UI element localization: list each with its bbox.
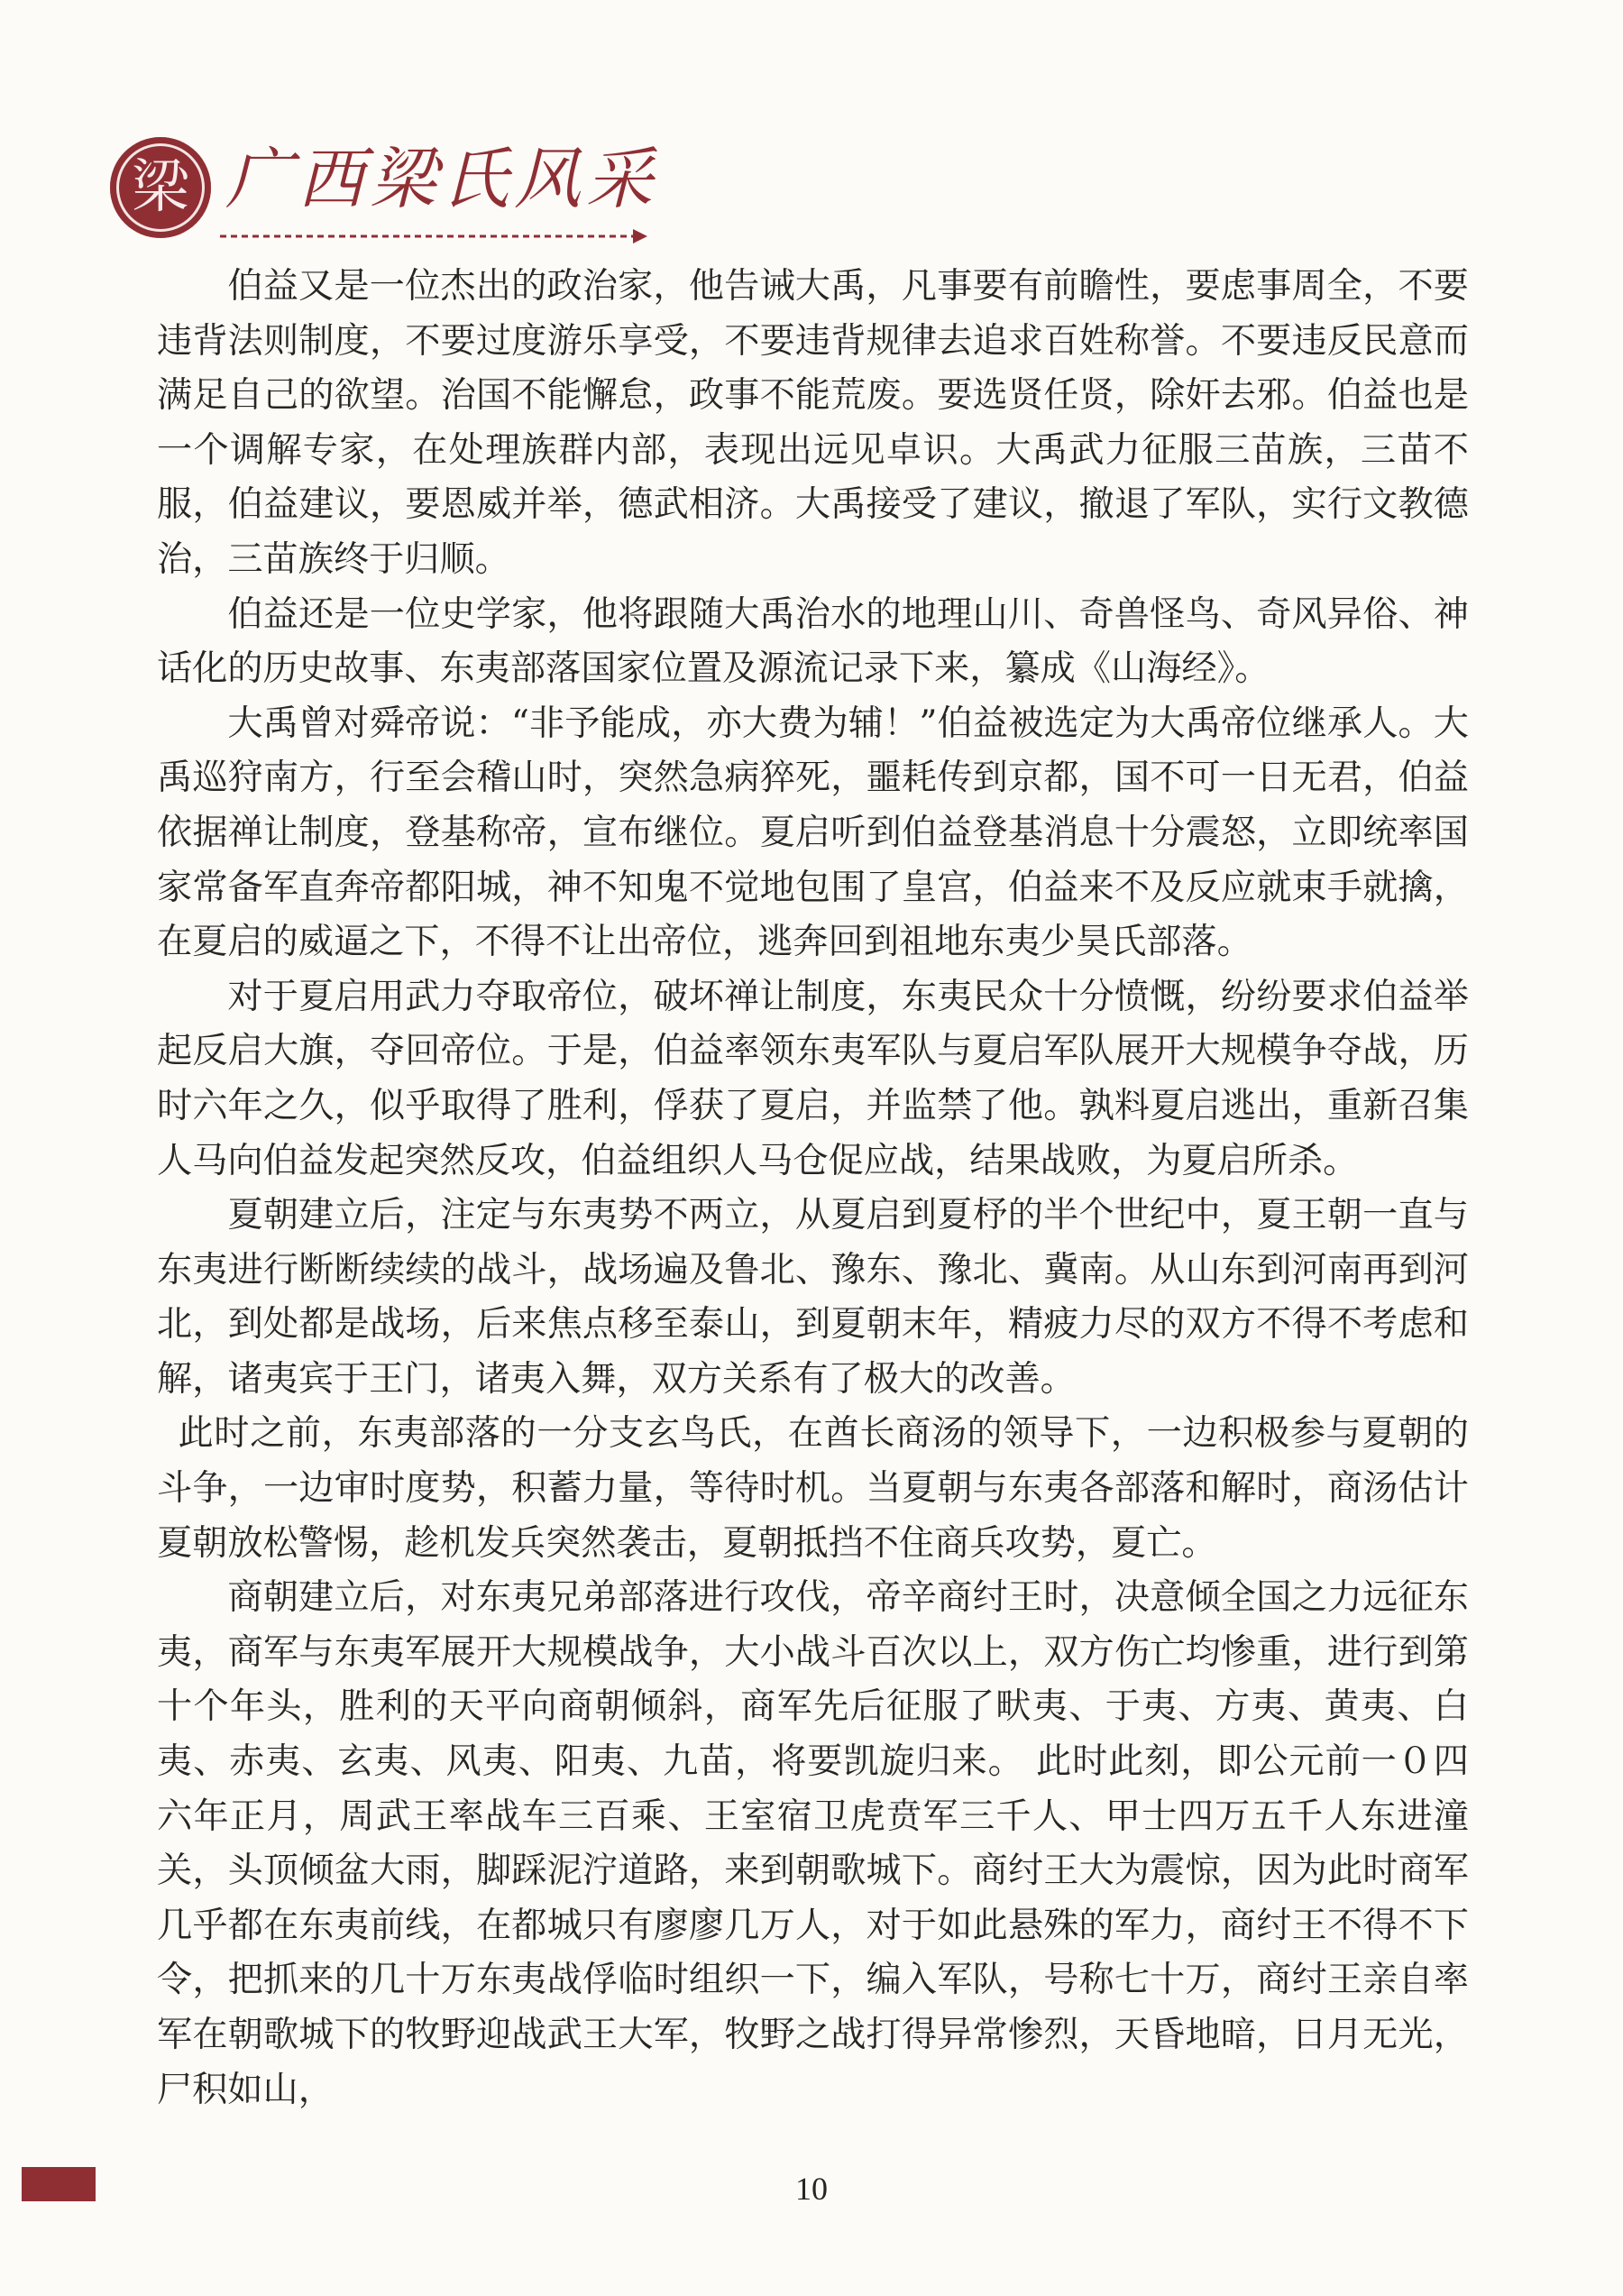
paragraph: 伯益还是一位史学家，他将跟随大禹治水的地理山川、奇兽怪鸟、奇风异俗、神话化的历史故事、东夷部落国家位置及源流记录下来，纂成《山海经》。 [157,593,1469,690]
page-header [110,133,658,251]
paragraph: 伯益又是一位杰出的政治家，他告诫大禹，凡事要有前瞻性，要虑事周全，不要违背法则制度，不要过度游乐享受，不要违背规律去追求百姓称誉。不要违反民意而满足自己的欲望。治国不能懈怠，政事不能荒废。要选贤任贤，除奸去邪。伯益也是一个调解专家，在处理族群内部，表现出远见卓识。大禹武力征服三苗族，三苗不服，伯益建议，要恩威并举，德武相济。大禹接受了建议，撤退了军队，实行文教德治，三苗族终于归顺。 [157,266,1469,580]
paragraph: 商朝建立后，对东夷兄弟部落进行攻伐，帝辛商纣王时，决意倾全国之力远征东夷，商军与东夷军展开大规模战争，大小战斗百次以上，双方伤亡均惨重，进行到第十个年头，胜利的天平向商朝倾斜，商军先后征服了畎夷、于夷、方夷、黄夷、白夷、赤夷、玄夷、风夷、阳夷、九苗，将要凯旋归来。 此时此刻，即公元前一０四六年正月，周武王率战车三百乘、王室宿卫虎贲军三千人、甲士四万五千人东进潼关，头顶倾盆大雨，脚踩泥泞道路，来到朝歌城下。商纣王大为震惊，因为此时商军几乎都在东夷前线，在都城只有廖廖几万人，对于如此悬殊的军力，商纣王不得不下令，把抓来的几十万东夷战俘临时组织一下，编入军队，号称七十万，商纣王亲自率军在朝歌城下的牧野迎战武王大军，牧野之战打得异常惨烈，天昏地暗，日月无光，尸积如山， [157,1577,1469,2110]
seal-glyph: 梁 [132,154,189,221]
paragraph: 此时之前，东夷部落的一分支玄鸟氏，在酋长商汤的领导下，一边积极参与夏朝的斗争，一边审时度势，积蓄力量，等待时机。当夏朝与东夷各部落和解时，商汤估计夏朝放松警惕，趁机发兵突然袭击，夏朝抵挡不住商兵攻势，夏亡。 [157,1413,1469,1564]
page-number: 10 [795,2171,828,2207]
paragraph: 夏朝建立后，注定与东夷势不两立，从夏启到夏杼的半个世纪中，夏王朝一直与东夷进行断断续续的战斗，战场遍及鲁北、豫东、豫北、冀南。从山东到河南再到河北，到处都是战场，后来焦点移至泰山，到夏朝末年，精疲力尽的双方不得不考虑和解，诸夷宾于王门，诸夷入舞，双方关系有了极大的改善。 [157,1195,1469,1400]
article-body [157,260,1469,2117]
paragraph: 对于夏启用武力夺取帝位，破坏禅让制度，东夷民众十分愤慨，纷纷要求伯益举起反启大旗，夺回帝位。于是，伯益率领东夷军队与夏启军队展开大规模争夺战，历时六年之久，似乎取得了胜利，俘获了夏启，并监禁了他。孰料夏启逃出，重新召集人马向伯益发起突然反攻，伯益组织人马仓促应战，结果战败，为夏启所杀。 [157,976,1469,1181]
book-title: 广西梁氏风采 [225,141,658,218]
paragraph: 大禹曾对舜帝说：“非予能成，亦大费为辅！”伯益被选定为大禹帝位继承人。大禹巡狩南方，行至会稽山时，突然急病猝死，噩耗传到京都，国不可一日无君，伯益依据禅让制度，登基称帝，宣布继位。夏启听到伯益登基消息十分震怒，立即统率国家常备军直奔帝都阳城，神不知鬼不觉地包围了皇宫，伯益来不及反应就束手就擒，在夏启的威逼之下，不得不让出帝位，逃奔回到祖地东夷少昊氏部落。 [157,703,1469,963]
seal-logo-icon [110,137,211,238]
footer-accent-bar [22,2167,96,2201]
title-arrow-underline-icon [216,225,647,247]
